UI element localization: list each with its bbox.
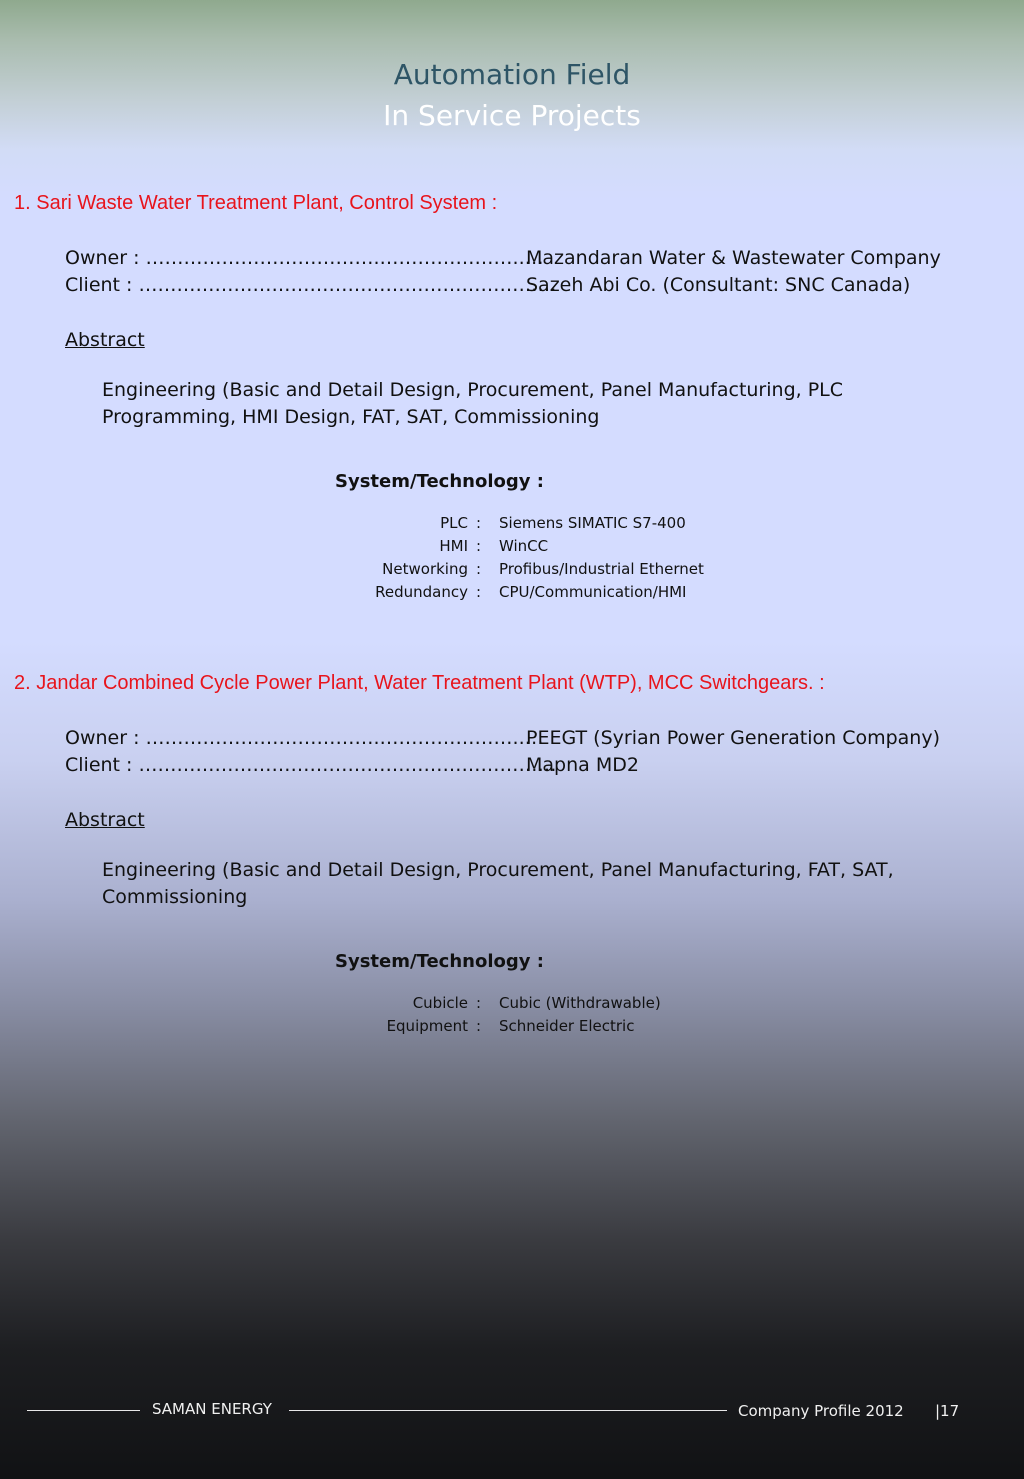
page-title: Automation Field: [393, 58, 631, 91]
project-1-client-value: Sazeh Abi Co. (Consultant: SNC Canada): [526, 274, 911, 296]
project-2-abstract-text: Engineering (Basic and Detail Design, Procurement, Panel Manufacturing, FAT, SAT, Commissioning: [102, 859, 894, 908]
footer-divider-left: [27, 1410, 140, 1411]
project-1-abstract-heading: Abstract: [65, 329, 145, 351]
tech-key: Cubicle: [412, 994, 468, 1012]
tech-value: Schneider Electric: [499, 1017, 635, 1035]
tech-separator: :: [476, 537, 482, 555]
tech-key: Equipment: [386, 1017, 468, 1035]
tech-separator: :: [476, 560, 482, 578]
tech-value: WinCC: [499, 537, 549, 555]
tech-key: PLC: [440, 514, 468, 532]
tech-key: HMI: [439, 537, 468, 555]
footer-page-number: |17: [935, 1402, 960, 1420]
tech-key: Networking: [382, 560, 468, 578]
tech-value: Cubic (Withdrawable): [499, 994, 661, 1012]
project-2-title: 2. Jandar Combined Cycle Power Plant, Water Treatment Plant (WTP), MCC Switchgears. :: [14, 672, 825, 694]
project-2-client-value: Mapna MD2: [526, 754, 639, 776]
tech-separator: :: [476, 1017, 482, 1035]
footer-company-profile: Company Profile 2012: [738, 1402, 904, 1420]
project-1-client-label: Client : …………………………………………………………: [65, 274, 557, 296]
project-1-owner-value: Mazandaran Water & Wastewater Company: [526, 247, 941, 269]
project-1-title: 1. Sari Waste Water Treatment Plant, Control System :: [14, 192, 498, 214]
tech-value: CPU/Communication/HMI: [499, 583, 687, 601]
project-2-abstract-heading: Abstract: [65, 809, 145, 831]
project-2-owner-label: Owner : ……………………………….…………………..…: [65, 727, 544, 749]
project-1-system-heading: System/Technology :: [335, 471, 544, 492]
tech-separator: :: [476, 583, 482, 601]
tech-separator: :: [476, 514, 482, 532]
footer-brand: SAMAN ENERGY: [152, 1400, 272, 1418]
project-2-system-heading: System/Technology :: [335, 951, 544, 972]
tech-separator: :: [476, 994, 482, 1012]
project-1-owner-label: Owner : ……………………………….…………………..…: [65, 247, 544, 269]
project-2-owner-value: PEEGT (Syrian Power Generation Company): [526, 727, 941, 749]
footer-divider-middle: [289, 1410, 727, 1411]
tech-key: Redundancy: [375, 583, 468, 601]
project-1-abstract-text: Engineering (Basic and Detail Design, Procurement, Panel Manufacturing, PLC Programming, HMI Design, FAT, SAT, Commissioning: [102, 379, 844, 428]
project-2-client-label: Client : …………………………………………………………: [65, 754, 557, 776]
tech-value: Siemens SIMATIC S7-400: [499, 514, 686, 532]
page-subtitle: In Service Projects: [383, 99, 641, 132]
tech-value: Profibus/Industrial Ethernet: [499, 560, 704, 578]
